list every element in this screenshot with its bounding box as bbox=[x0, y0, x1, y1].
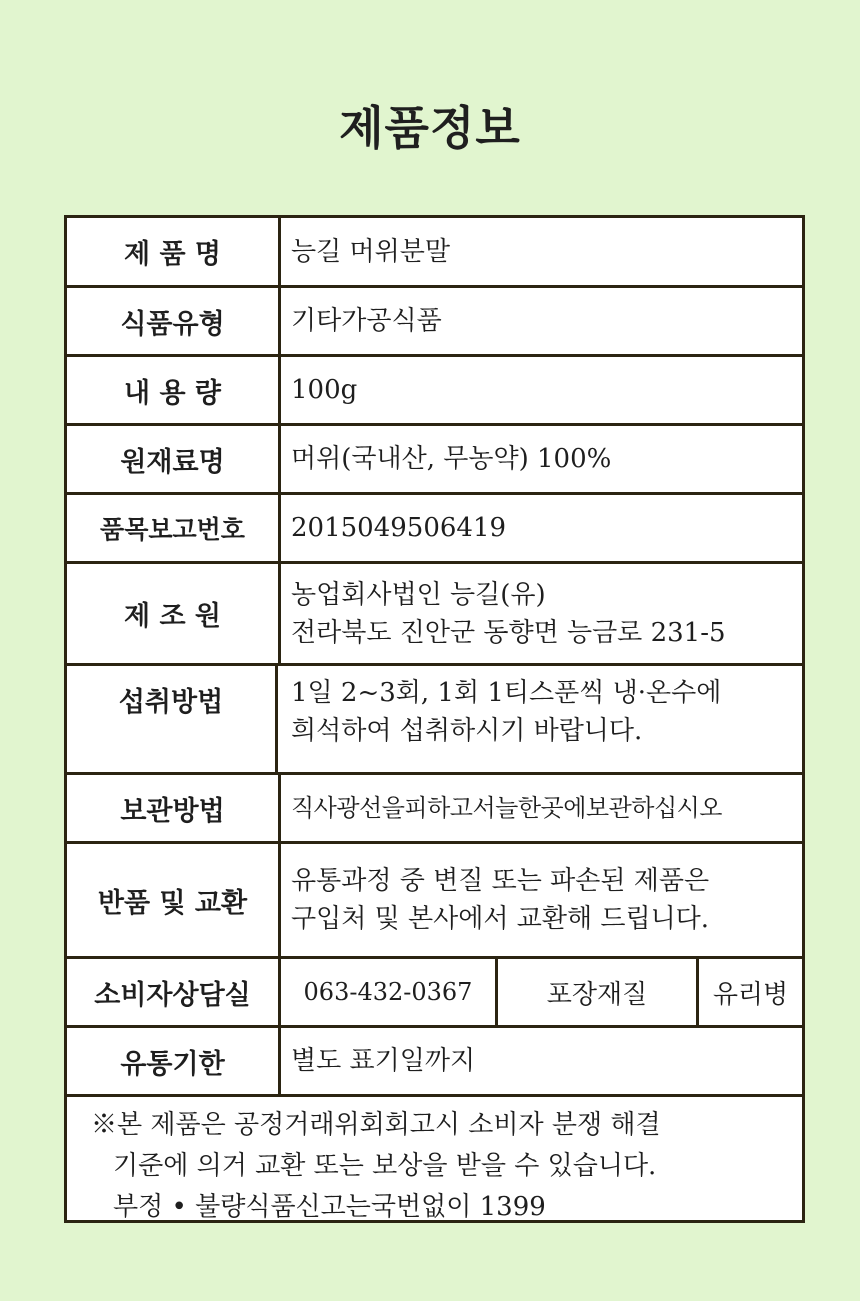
label-return-exchange: 반품 및 교환 bbox=[67, 844, 281, 956]
label-storage-method: 보관방법 bbox=[67, 775, 281, 841]
value-manufacturer-address: 전라북도 진안군 동향면 능금로 231-5 bbox=[291, 617, 726, 648]
value-product-name: 능길 머위분말 bbox=[291, 236, 450, 267]
label-manufacturer: 제 조 원 bbox=[67, 564, 281, 663]
notice-line-3: 부정 • 불량식품신고는국번없이 1399 bbox=[113, 1192, 546, 1222]
value-expiry: 별도 표기일까지 bbox=[291, 1046, 476, 1076]
label-food-type: 식품유형 bbox=[67, 288, 281, 354]
value-report-number: 2015049506419 bbox=[291, 513, 507, 543]
notice-text bbox=[91, 1105, 796, 1228]
label-net-content: 내 용 량 bbox=[67, 357, 281, 423]
page-title: 제품정보 bbox=[339, 101, 521, 155]
label-intake-method: 섭취방법 bbox=[67, 666, 278, 772]
row-storage-method bbox=[67, 775, 802, 844]
value-consumer-phone: 063-432-0367 bbox=[303, 978, 473, 1006]
row-intake-method bbox=[67, 666, 802, 775]
value-intake-line-2: 희석하여 섭취하시기 바랍니다. bbox=[291, 716, 643, 746]
value-food-type: 기타가공식품 bbox=[291, 306, 442, 336]
row-consumer-center bbox=[67, 959, 802, 1028]
label-consumer-center: 소비자상담실 bbox=[67, 959, 281, 1025]
notice-line-1: ※본 제품은 공정거래위회회고시 소비자 분쟁 해결 bbox=[91, 1110, 661, 1140]
row-ingredients bbox=[67, 426, 802, 495]
product-info-table bbox=[64, 215, 805, 1223]
row-product-name bbox=[67, 218, 802, 288]
row-net-content bbox=[67, 357, 802, 426]
value-storage-method: 직사광선을피하고서늘한곳에보관하십시오 bbox=[291, 794, 722, 822]
value-packaging: 유리병 bbox=[712, 979, 789, 1010]
row-notice bbox=[67, 1097, 802, 1220]
value-intake-line-1: 1일 2~3회, 1회 1티스푼씩 냉·온수에 bbox=[291, 678, 722, 708]
label-expiry: 유통기한 bbox=[67, 1028, 281, 1094]
row-food-type bbox=[67, 288, 802, 357]
value-net-content: 100g bbox=[291, 375, 358, 405]
value-return-line-2: 구입처 및 본사에서 교환해 드립니다. bbox=[291, 904, 710, 934]
value-manufacturer-name: 농업회사법인 능길(유) bbox=[291, 579, 546, 610]
label-product-name: 제 품 명 bbox=[67, 218, 281, 285]
row-return-exchange bbox=[67, 844, 802, 959]
label-report-number: 품목보고번호 bbox=[67, 495, 281, 561]
label-ingredients: 원재료명 bbox=[67, 426, 281, 492]
row-expiry bbox=[67, 1028, 802, 1097]
label-packaging: 포장재질 bbox=[546, 979, 648, 1010]
value-ingredients: 머위(국내산, 무농약) 100% bbox=[291, 444, 612, 474]
notice-line-2: 기준에 의거 교환 또는 보상을 받을 수 있습니다. bbox=[113, 1151, 657, 1181]
row-manufacturer bbox=[67, 564, 802, 666]
value-return-line-1: 유통과정 중 변질 또는 파손된 제품은 bbox=[291, 866, 710, 896]
row-report-number bbox=[67, 495, 802, 564]
